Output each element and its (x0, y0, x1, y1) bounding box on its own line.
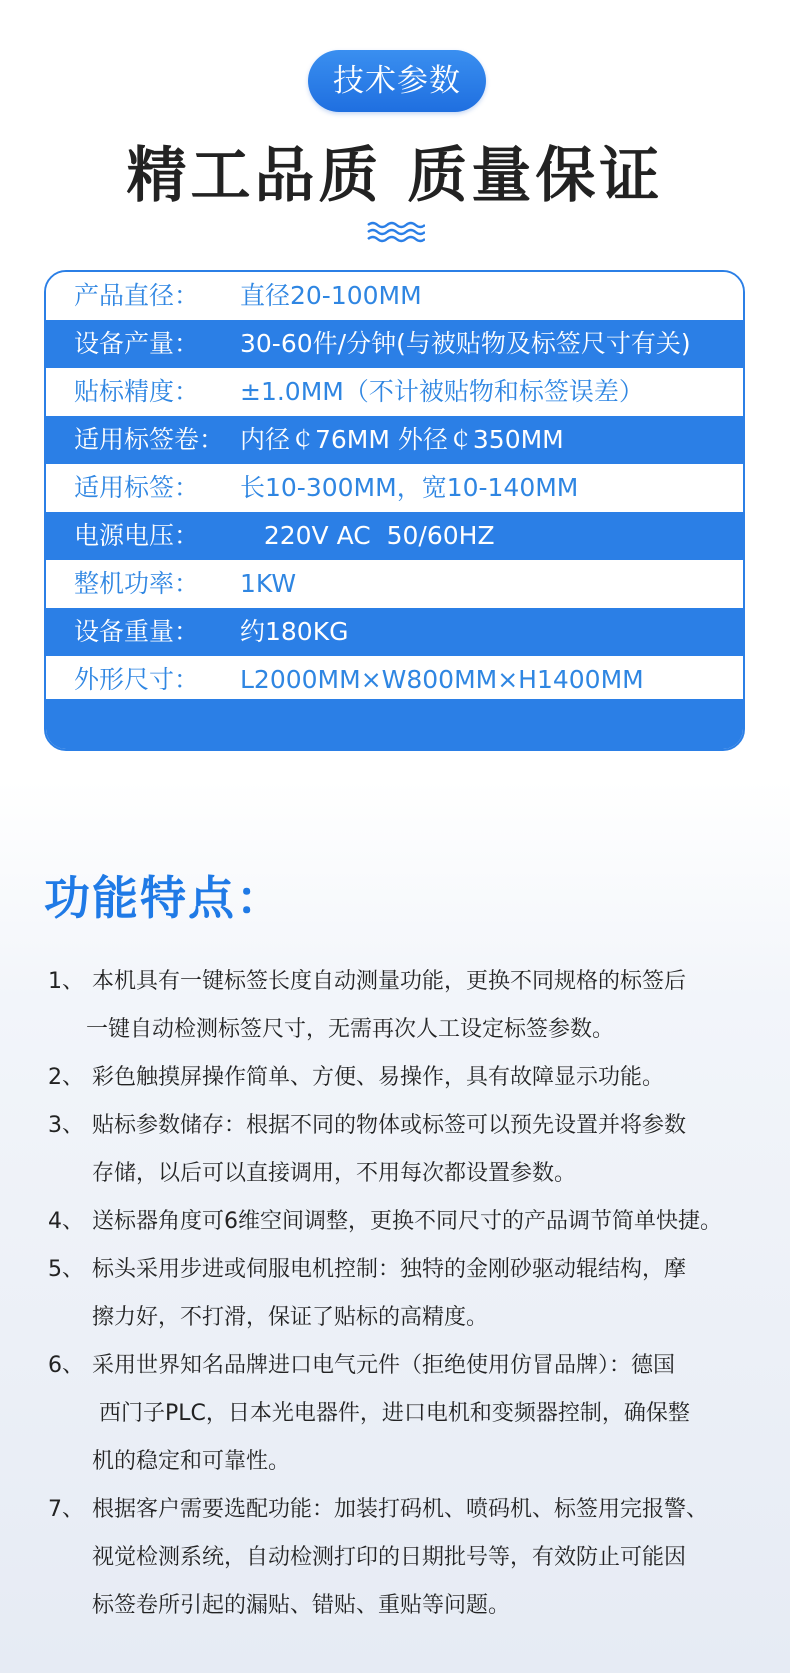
spec-row-power (46, 560, 743, 608)
spec-value: L2000MM×W800MM×H1400MM (240, 665, 644, 694)
spec-label: 适用标签卷： (74, 425, 225, 454)
feature-line: 标签卷所引起的漏贴、错贴、重贴等问题。 (92, 1593, 511, 1618)
spec-table-footer-bar (46, 699, 743, 749)
spec-value: 1KW (240, 569, 297, 598)
feature-number: 4、 (48, 1209, 84, 1234)
spec-label: 产品直径： (74, 281, 200, 310)
spec-row-accuracy (46, 368, 743, 416)
feature-line: 标头采用步进或伺服电机控制：独特的金刚砂驱动辊结构，摩 (92, 1257, 687, 1282)
spec-value: 30-60件/分钟(与被贴物及标签尺寸有关) (240, 329, 691, 358)
feature-number: 6、 (48, 1353, 84, 1378)
spec-value: 内径￠76MM 外径￠350MM (240, 425, 564, 454)
spec-label: 外形尺寸： (74, 665, 200, 694)
section-badge: 技术参数 (308, 50, 486, 112)
feature-number: 3、 (48, 1113, 84, 1138)
spec-label: 电源电压： (74, 521, 200, 550)
page-title: 精工品质 质量保证 (126, 141, 664, 211)
feature-line: 视觉检测系统，自动检测打印的日期批号等，有效防止可能因 (92, 1545, 687, 1570)
spec-label: 适用标签： (74, 473, 200, 502)
feature-line: 根据客户需要选配功能：加装打码机、喷码机、标签用完报警、 (92, 1497, 709, 1522)
feature-line: 送标器角度可6维空间调整，更换不同尺寸的产品调节简单快捷。 (92, 1209, 722, 1234)
spec-table (44, 270, 745, 751)
feature-line: 擦力好，不打滑，保证了贴标的高精度。 (92, 1305, 489, 1330)
feature-line: 本机具有一键标签长度自动测量功能，更换不同规格的标签后 (92, 969, 687, 994)
feature-number: 2、 (48, 1065, 84, 1090)
spec-row-voltage (46, 512, 743, 560)
spec-row-diameter (46, 272, 743, 320)
spec-row-label-size (46, 464, 743, 512)
spec-row-output (46, 320, 743, 368)
feature-number: 1、 (48, 969, 84, 994)
feature-line: 彩色触摸屏操作简单、方便、易操作，具有故障显示功能。 (92, 1065, 665, 1090)
spec-row-label-roll (46, 416, 743, 464)
feature-line: 存储，以后可以直接调用，不用每次都设置参数。 (92, 1161, 577, 1186)
spec-value: ±1.0MM（不计被贴物和标签误差） (240, 377, 644, 406)
feature-line: 一键自动检测标签尺寸，无需再次人工设定标签参数。 (86, 1017, 615, 1042)
feature-line: 贴标参数储存：根据不同的物体或标签可以预先设置并将参数 (92, 1113, 687, 1138)
features-heading: 功能特点： (44, 871, 284, 925)
feature-number: 5、 (48, 1257, 84, 1282)
spec-label: 贴标精度： (74, 377, 200, 406)
spec-label: 设备产量： (74, 329, 200, 358)
feature-line: 采用世界知名品牌进口电气元件（拒绝使用仿冒品牌）：德国 (92, 1353, 676, 1378)
spec-row-dimensions (46, 656, 743, 704)
spec-label: 整机功率： (74, 569, 200, 598)
spec-value: 长10-300MM，宽10-140MM (240, 473, 579, 502)
spec-label: 设备重量： (74, 617, 200, 646)
feature-line: 西门子PLC，日本光电器件，进口电机和变频器控制，确保整 (92, 1401, 690, 1426)
spec-value: 直径20-100MM (240, 281, 422, 310)
feature-number: 7、 (48, 1497, 84, 1522)
spec-value: 约180KG (240, 617, 349, 646)
spec-value: 220V AC 50/60HZ (240, 521, 495, 550)
feature-line: 机的稳定和可靠性。 (92, 1449, 291, 1474)
wave-divider-icon (367, 219, 425, 247)
spec-row-weight (46, 608, 743, 656)
